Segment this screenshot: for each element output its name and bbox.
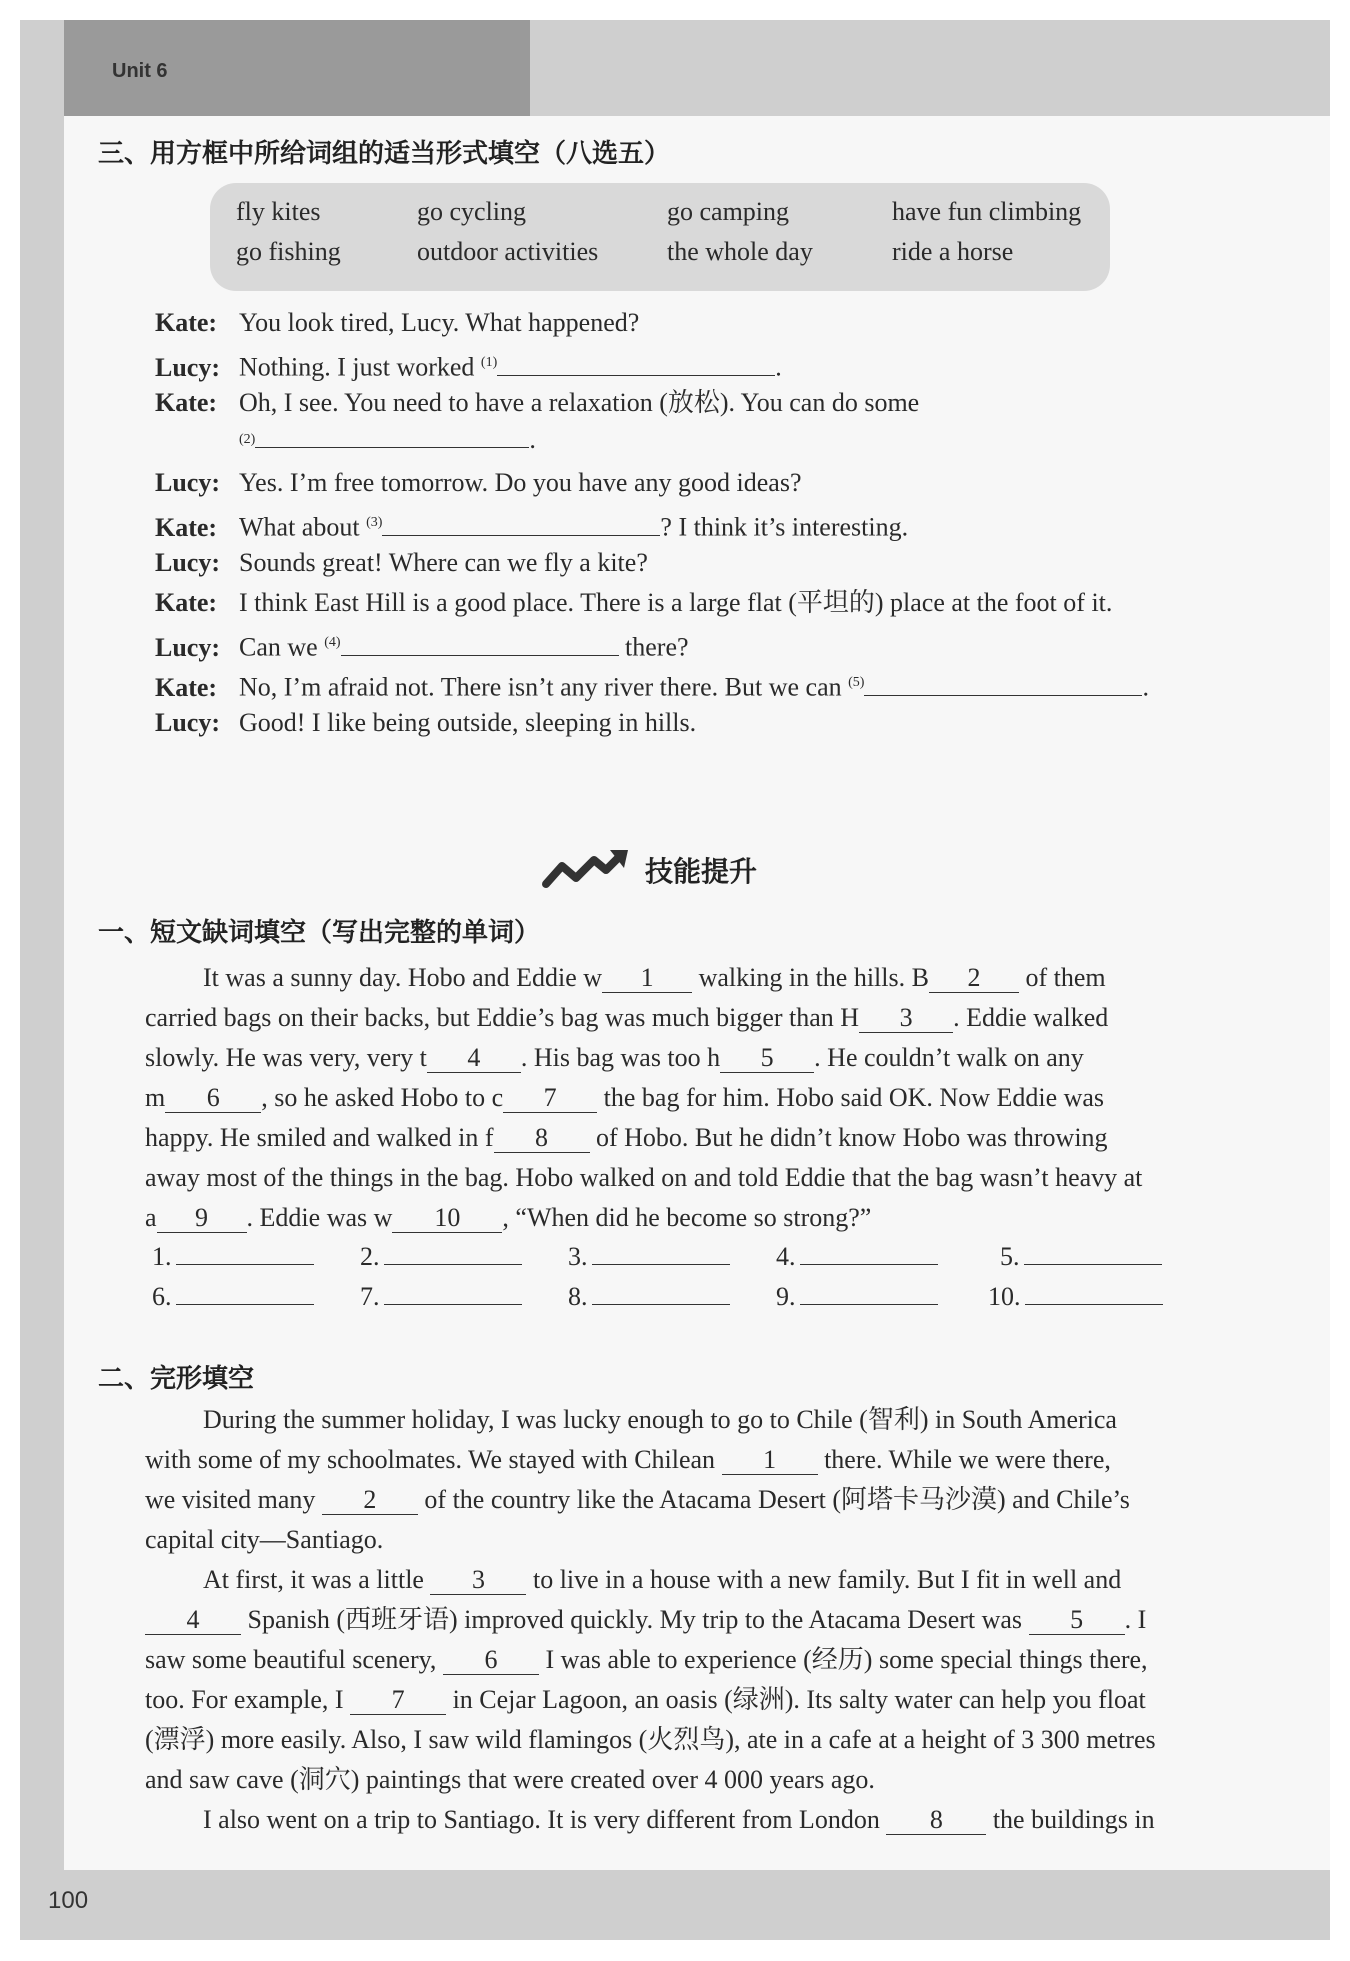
passage-line bbox=[145, 1760, 1230, 1800]
line-text: Good! I like being outside, sleeping in hills. bbox=[239, 708, 697, 737]
passage-line bbox=[145, 1640, 1230, 1680]
answer-line[interactable] bbox=[384, 1240, 522, 1265]
passage-text: there. While we were there, bbox=[817, 1445, 1111, 1474]
passage-line bbox=[145, 1720, 1230, 1760]
speaker: Lucy: bbox=[155, 632, 220, 662]
passage-text: saw some beautiful scenery, bbox=[145, 1645, 443, 1674]
passage-line bbox=[145, 1800, 1230, 1840]
passage-text: the bag for him. Hobo said OK. Now Eddie was bbox=[597, 1083, 1105, 1112]
numbered-blank: 1 bbox=[602, 964, 692, 993]
passage-text: . Eddie was w bbox=[246, 1203, 393, 1232]
answer-slot[interactable] bbox=[568, 1240, 738, 1272]
passage-text: carried bags on their backs, but Eddie’s bag was much bigger than H bbox=[145, 1003, 860, 1032]
answer-blank[interactable] bbox=[864, 669, 1142, 696]
passage-text: we visited many bbox=[145, 1485, 322, 1514]
answer-line[interactable] bbox=[176, 1240, 314, 1265]
passage-text: of the country like the Atacama Desert (阿塔卡马沙漠) and Chile’s bbox=[417, 1485, 1130, 1514]
answer-number: 1. bbox=[152, 1242, 172, 1271]
dialogue-line bbox=[155, 463, 1215, 503]
numbered-blank: 4 bbox=[145, 1606, 241, 1635]
passage-text: and saw cave (洞穴) paintings that were created over 4 000 years ago. bbox=[145, 1765, 875, 1794]
left-margin-band bbox=[20, 20, 64, 1935]
numbered-blank: 9 bbox=[157, 1204, 247, 1233]
passage-text: the buildings in bbox=[986, 1805, 1155, 1834]
line-text: Yes. I’m free tomorrow. Do you have any good ideas? bbox=[239, 468, 802, 497]
passage-text: capital city—Santiago. bbox=[145, 1525, 384, 1554]
passage-text: , “When did he become so strong?” bbox=[502, 1203, 872, 1232]
answer-number: 9. bbox=[776, 1282, 796, 1311]
speaker: Lucy: bbox=[155, 708, 220, 737]
speaker: Kate: bbox=[155, 672, 218, 702]
line-text: Nothing. I just worked bbox=[239, 352, 481, 382]
numbered-blank: 8 bbox=[494, 1124, 590, 1153]
answer-line[interactable] bbox=[176, 1280, 314, 1305]
blank-marker: (3) bbox=[366, 515, 383, 530]
line-text: . bbox=[529, 425, 536, 454]
passage-line bbox=[145, 1198, 1230, 1238]
numbered-blank: 7 bbox=[503, 1084, 597, 1113]
dialogue-line bbox=[155, 583, 1215, 623]
answer-line[interactable] bbox=[1024, 1240, 1162, 1265]
word-option: outdoor activities bbox=[417, 237, 599, 266]
answer-number: 3. bbox=[568, 1242, 588, 1271]
blank-marker: (2) bbox=[239, 432, 256, 447]
answer-slot[interactable] bbox=[776, 1240, 946, 1272]
passage-text: . He couldn’t walk on any bbox=[814, 1043, 1084, 1072]
answer-number: 6. bbox=[152, 1282, 172, 1311]
dialogue-line bbox=[155, 623, 1215, 668]
header-tab bbox=[20, 20, 530, 116]
numbered-blank: 8 bbox=[886, 1806, 986, 1835]
passage-line bbox=[145, 1520, 1230, 1560]
answer-blank[interactable] bbox=[497, 349, 775, 376]
passage-line bbox=[145, 1038, 1230, 1078]
answer-number: 2. bbox=[360, 1242, 380, 1271]
passage-line bbox=[145, 1480, 1230, 1520]
passage-line bbox=[145, 1158, 1230, 1198]
word-option: go camping bbox=[667, 197, 790, 226]
dialogue-line bbox=[155, 543, 1215, 583]
numbered-blank: 4 bbox=[427, 1044, 521, 1073]
passage-text: of them bbox=[1018, 963, 1106, 992]
answer-line[interactable] bbox=[384, 1280, 522, 1305]
passage-text: Spanish (西班牙语) improved quickly. My trip to the Atacama Desert was bbox=[241, 1605, 1029, 1634]
dialogue-line bbox=[155, 383, 1215, 423]
answer-line[interactable] bbox=[592, 1240, 730, 1265]
numbered-blank: 2 bbox=[929, 964, 1019, 993]
passage-text: slowly. He was very, very t bbox=[145, 1043, 427, 1072]
numbered-blank: 3 bbox=[430, 1566, 526, 1595]
speaker: Kate: bbox=[155, 388, 218, 417]
answer-slot[interactable] bbox=[776, 1280, 946, 1312]
speaker: Lucy: bbox=[155, 548, 220, 577]
numbered-blank: 6 bbox=[165, 1084, 261, 1113]
line-text: Oh, I see. You need to have a relaxation (放松). You can do some bbox=[239, 388, 920, 417]
passage-text: walking in the hills. B bbox=[692, 963, 929, 992]
passage-text: to live in a house with a new family. But I fit in well and bbox=[526, 1565, 1122, 1594]
answer-line[interactable] bbox=[592, 1280, 730, 1305]
numbered-blank: 1 bbox=[722, 1446, 818, 1475]
blank-marker: (1) bbox=[480, 355, 498, 370]
speaker: Kate: bbox=[155, 588, 218, 617]
passage-text: m bbox=[145, 1083, 166, 1112]
answer-slot[interactable] bbox=[152, 1240, 322, 1272]
passage-text: in Cejar Lagoon, an oasis (绿洲). Its salty water can help you float bbox=[446, 1685, 1146, 1714]
passage-line bbox=[145, 1078, 1230, 1118]
answer-blank[interactable] bbox=[341, 629, 619, 656]
passage-line bbox=[145, 1680, 1230, 1720]
speaker: Lucy: bbox=[155, 468, 220, 497]
answer-line[interactable] bbox=[1025, 1280, 1163, 1305]
line-text: there? bbox=[618, 632, 689, 662]
answer-slot[interactable] bbox=[568, 1280, 738, 1312]
word-option: the whole day bbox=[667, 237, 813, 266]
line-text: What about bbox=[239, 512, 367, 542]
word-option: ride a horse bbox=[892, 237, 1014, 266]
answer-blank[interactable] bbox=[382, 509, 660, 536]
word-option: go cycling bbox=[417, 197, 527, 226]
line-text: . bbox=[775, 352, 782, 382]
line-text: Can we bbox=[239, 632, 325, 662]
skills-title: 技能提升 bbox=[645, 855, 758, 888]
answer-blank[interactable] bbox=[255, 421, 529, 448]
passage-line bbox=[145, 1440, 1230, 1480]
dialogue-line bbox=[155, 420, 1299, 460]
answer-line[interactable] bbox=[800, 1240, 938, 1265]
dialogue-line bbox=[155, 663, 1215, 708]
line-text: Sounds great! Where can we fly a kite? bbox=[239, 548, 648, 577]
blank-marker: (5) bbox=[848, 675, 865, 690]
numbered-blank: 2 bbox=[322, 1486, 418, 1515]
dialogue-line bbox=[155, 703, 1215, 743]
passage-text: . I bbox=[1124, 1605, 1147, 1634]
footer-band bbox=[20, 1870, 1330, 1940]
passage-line bbox=[145, 1560, 1230, 1600]
numbered-blank: 5 bbox=[720, 1044, 814, 1073]
dialogue-line bbox=[155, 503, 1215, 548]
word-option: go fishing bbox=[236, 237, 341, 266]
dialogue-line bbox=[155, 343, 1215, 388]
line-text: ? I think it’s interesting. bbox=[660, 512, 909, 542]
speaker: Kate: bbox=[155, 512, 218, 542]
word-box bbox=[210, 183, 1110, 291]
speaker: Lucy: bbox=[155, 352, 220, 382]
answer-number: 8. bbox=[568, 1282, 588, 1311]
line-text: I think East Hill is a good place. There is a large flat (平坦的) place at the foot of it. bbox=[239, 588, 1113, 617]
passage-text: I was able to experience (经历) some special things there, bbox=[538, 1645, 1148, 1674]
passage-text: At first, it was a little bbox=[203, 1565, 431, 1594]
answer-slot[interactable] bbox=[1000, 1240, 1170, 1272]
passage-line bbox=[145, 1400, 1230, 1440]
numbered-blank: 3 bbox=[859, 1004, 953, 1033]
section3-title: 三、用方框中所给词组的适当形式填空（八选五） bbox=[98, 139, 671, 169]
numbered-blank: 10 bbox=[392, 1204, 502, 1233]
passage-text: . Eddie walked bbox=[953, 1003, 1109, 1032]
answer-number: 7. bbox=[360, 1282, 380, 1311]
passage-text: It was a sunny day. Hobo and Eddie w bbox=[203, 963, 603, 992]
answer-slot[interactable] bbox=[360, 1240, 530, 1272]
dialogue-line bbox=[155, 303, 1215, 343]
passage-text: I also went on a trip to Santiago. It is very different from London bbox=[203, 1805, 887, 1834]
passage-text: with some of my schoolmates. We stayed with Chilean bbox=[145, 1445, 722, 1474]
answer-slot[interactable] bbox=[988, 1280, 1178, 1312]
part2-title: 二、完形填空 bbox=[98, 1364, 255, 1394]
word-option: have fun climbing bbox=[892, 197, 1082, 226]
blank-marker: (4) bbox=[324, 635, 341, 650]
numbered-blank: 7 bbox=[350, 1686, 446, 1715]
word-option: fly kites bbox=[236, 197, 321, 226]
answer-number: 10. bbox=[988, 1282, 1021, 1311]
passage-text: happy. He smiled and walked in f bbox=[145, 1123, 494, 1152]
part1-title: 一、短文缺词填空（写出完整的单词） bbox=[98, 918, 541, 948]
numbered-blank: 6 bbox=[443, 1646, 539, 1675]
passage-text: a bbox=[145, 1203, 157, 1232]
passage-text: too. For example, I bbox=[145, 1685, 351, 1714]
passage-text: of Hobo. But he didn’t know Hobo was throwing bbox=[589, 1123, 1108, 1152]
passage-line bbox=[145, 958, 1230, 998]
passage-line bbox=[145, 998, 1230, 1038]
answer-slot[interactable] bbox=[152, 1280, 322, 1312]
line-text: . bbox=[1142, 672, 1149, 702]
line-text: You look tired, Lucy. What happened? bbox=[239, 308, 640, 337]
passage-text: , so he asked Hobo to c bbox=[261, 1083, 504, 1112]
answer-line[interactable] bbox=[800, 1280, 938, 1305]
numbered-blank: 5 bbox=[1029, 1606, 1125, 1635]
passage-line bbox=[145, 1600, 1230, 1640]
answer-number: 4. bbox=[776, 1242, 796, 1271]
passage-line bbox=[145, 1118, 1230, 1158]
passage-text: During the summer holiday, I was lucky enough to go to Chile (智利) in South America bbox=[203, 1405, 1117, 1434]
answer-slot[interactable] bbox=[360, 1280, 530, 1312]
page-number: 100 bbox=[48, 1887, 89, 1914]
trend-arrow-icon bbox=[540, 848, 630, 892]
passage-text: . His bag was too h bbox=[520, 1043, 721, 1072]
unit-label: Unit 6 bbox=[112, 60, 168, 82]
passage-text: (漂浮) more easily. Also, I saw wild flamingos (火烈鸟), ate in a cafe at a height of 3 300 metres bbox=[145, 1725, 1156, 1754]
answer-number: 5. bbox=[1000, 1242, 1020, 1271]
passage-text: away most of the things in the bag. Hobo walked on and told Eddie that the bag wasn’t heavy at bbox=[145, 1163, 1143, 1192]
line-text: No, I’m afraid not. There isn’t any river there. But we can bbox=[239, 672, 849, 702]
speaker: Kate: bbox=[155, 308, 218, 337]
